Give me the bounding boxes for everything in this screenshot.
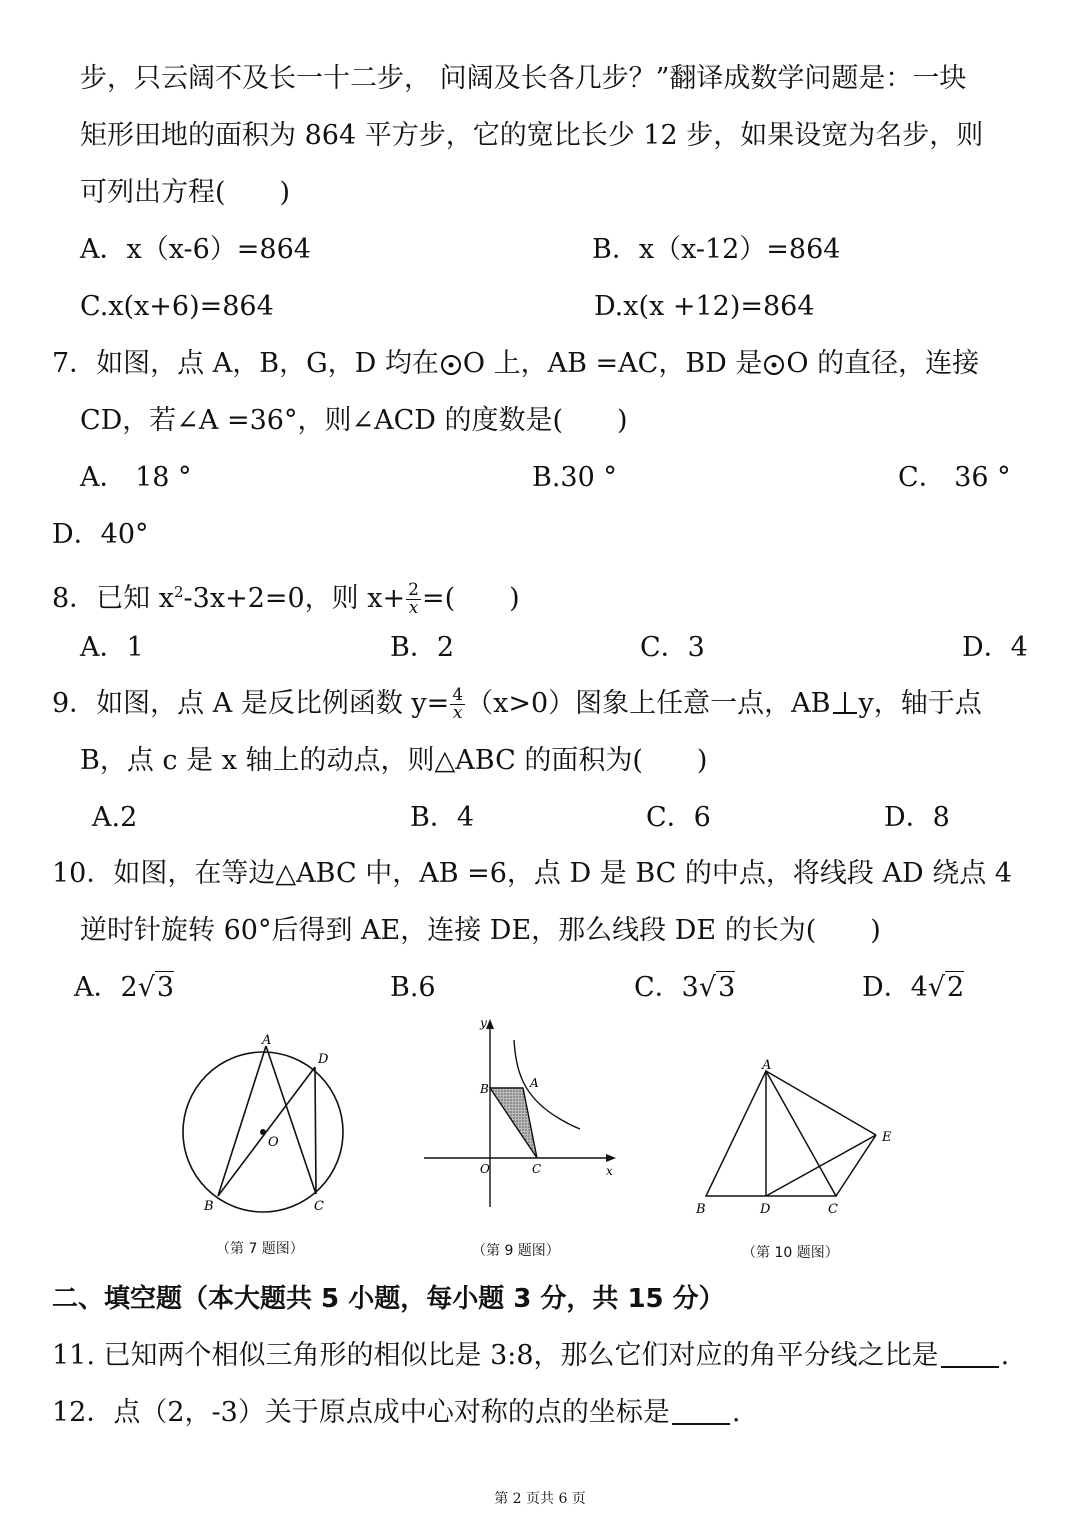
section-heading: 二、填空题（本大题共 5 小题，每小题 3 分，共 15 分） [52,1284,725,1314]
q9-text-mid: （x>0）图象上任意一点，AB [466,688,831,719]
q11-end: . [1000,1340,1010,1371]
q8-text-mid: -3x+2=0，则 x+ [183,583,406,614]
q8-exponent: 2 [174,583,184,601]
answer-blank[interactable] [672,1399,730,1425]
q7-option-c: C． 36 ° [898,462,1011,493]
label-b: B [204,1199,214,1214]
q9-fraction-numerator: 4 [452,685,464,705]
q10-option-d [862,971,964,1005]
q10-option-c [634,971,735,1005]
sqrt: √2 [927,972,965,1003]
sqrt-arg: 3 [718,972,736,1003]
q12-end: . [731,1397,741,1428]
q9-option-b: B．4 [410,802,475,833]
q12-text: 12．点（2，-3）关于原点成中心对称的点的坐标是 [52,1397,670,1428]
center-point [260,1129,266,1135]
y-axis-arrow-icon [486,1019,494,1029]
figure-7-diagram [170,1030,370,1230]
label-a: A [530,1076,539,1090]
triangle-abc [706,1071,836,1196]
q6-line-2: 矩形田地的面积为 864 平方步，它的宽比长少 12 步，如果设宽为名步，则 [80,120,984,151]
q7-line-2: CD，若∠A =36°，则∠ACD 的度数是( ) [80,405,628,436]
q9-line-1 [52,687,982,722]
label-b: B [696,1202,706,1217]
q6-line-1: 步，只云阔不及长一十二步， 问阔及长各几步？”翻译成数学问题是：一块 [80,63,967,94]
triangle-abc [490,1088,537,1158]
q10-option-a-text: A．2 [74,972,138,1003]
q12-line [52,1396,740,1430]
label-c: C [532,1162,542,1176]
q10-option-b: B.6 [390,972,436,1003]
page-footer: 第 2 页共 6 页 [494,1491,586,1507]
q11-line [52,1339,1009,1373]
label-d: D [760,1202,771,1217]
sqrt: √3 [137,972,175,1003]
q7-option-b: B.30 ° [532,462,617,493]
q9-text-post: y，轴于点 [858,688,982,719]
q10-line-1: 10．如图，在等边△ABC 中，AB =6，点 D 是 BC 的中点，将线段 AD 绕点 4 [52,858,1012,889]
q9-text-pre: 9．如图，点 A 是反比例函数 y= [52,688,450,719]
label-a: A [762,1058,772,1073]
label-a: A [262,1033,272,1048]
q8-text-post: =( ) [421,583,520,614]
segment-ae [766,1071,876,1135]
label-c: C [828,1202,838,1217]
label-o: O [268,1135,279,1150]
sqrt-arg: 2 [947,972,965,1003]
figure-10-caption: （第 10 题图） [742,1245,839,1261]
q10-line-2: 逆时针旋转 60°后得到 AE，连接 DE，那么线段 DE 的长为( ) [80,915,881,946]
label-d: D [318,1052,329,1067]
q8-fraction [406,582,421,617]
segment-cd [315,1067,316,1194]
q6-option-a: A．x（x-6）=864 [80,234,311,265]
q9-option-c: C．6 [646,802,711,833]
answer-blank[interactable] [941,1342,999,1368]
circle-dot-icon [764,355,784,375]
segment-ab [218,1046,266,1196]
q6-option-d: D.x(x +12)=864 [594,291,815,322]
q9-line-2: B，点 c 是 x 轴上的动点，则△ABC 的面积为( ) [80,745,708,776]
q7-option-a: A． 18 ° [80,462,192,493]
q8-option-c: C．3 [640,632,705,663]
q8-fraction-denominator: x [408,598,419,618]
figure-9-diagram [420,1015,620,1215]
segment-ac [266,1046,316,1194]
label-e: E [882,1130,892,1145]
q8-text-pre: 8．已知 x [52,583,174,614]
label-c: C [314,1199,324,1214]
q6-option-b: B．x（x-12）=864 [592,234,841,265]
q8-option-b: B．2 [390,632,455,663]
q7-text-a: 7．如图，点 A，B，G，D 均在 [52,348,439,379]
q10-option-a [74,971,174,1005]
figure-10-diagram [690,1055,910,1230]
q9-fraction-denominator: x [452,703,463,723]
q8-line-1 [52,575,520,617]
label-y: y [480,1016,487,1030]
perpendicular-icon [833,692,857,714]
q7-line-1 [52,347,979,381]
q8-option-a: A．1 [80,632,144,663]
q9-fraction [450,687,465,722]
sqrt: √3 [698,972,736,1003]
q7-option-d: D．40° [52,519,149,550]
q9-option-d: D．8 [884,802,950,833]
q7-text-c: O 的直径，连接 [786,348,980,379]
q10-option-d-text: D．4 [862,972,928,1003]
q10-option-c-text: C．3 [634,972,699,1003]
segment-ce [836,1135,876,1196]
label-x: x [606,1164,613,1178]
label-o: O [480,1162,490,1176]
q9-option-a: A.2 [92,802,138,833]
q8-option-d: D．4 [962,632,1028,663]
q6-line-3: 可列出方程( ) [80,177,291,208]
q7-text-b: O 上，AB =AC，BD 是 [462,348,763,379]
q8-fraction-numerator: 2 [408,580,419,600]
circle-dot-icon [441,355,461,375]
segment-de [766,1135,876,1196]
q11-text: 11. 已知两个相似三角形的相似比是 3:8，那么它们对应的角平分线之比是 [52,1340,939,1371]
q6-option-c: C.x(x+6)=864 [80,291,274,322]
figure-9-caption: （第 9 题图） [472,1243,560,1259]
sqrt-arg: 3 [156,972,175,1003]
x-axis-arrow-icon [606,1154,616,1162]
label-b: B [480,1082,489,1096]
segment-bd [218,1067,315,1196]
figure-7-caption: （第 7 题图） [216,1241,304,1257]
